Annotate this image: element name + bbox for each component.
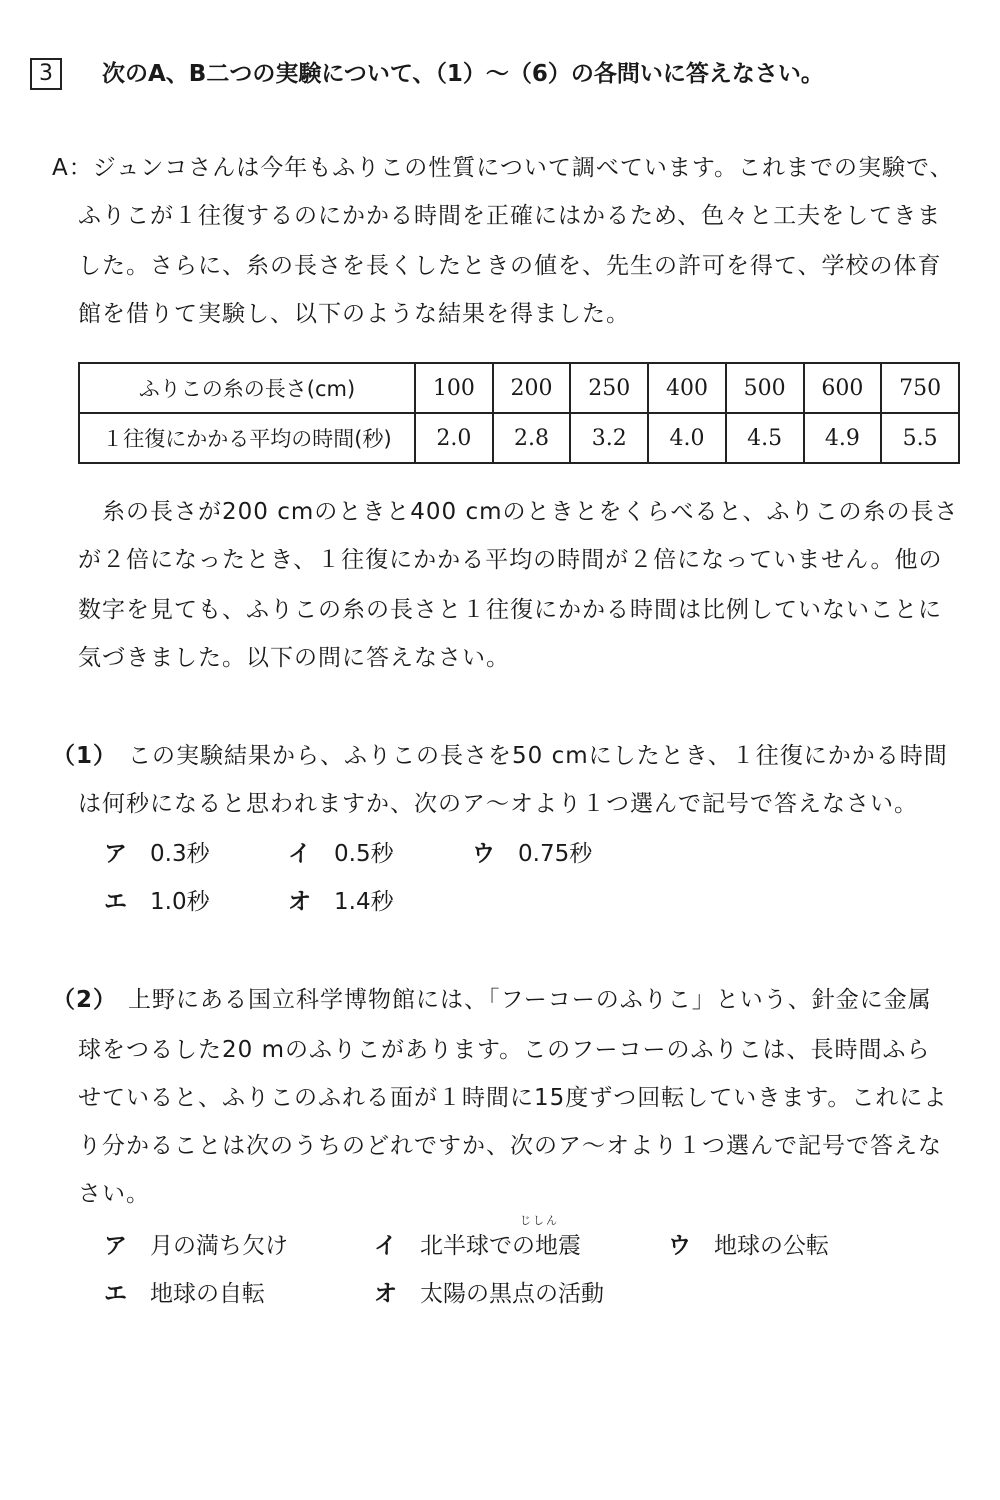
section-a-line-3: した。さらに、糸の長さを長くしたときの値を、先生の許可を得て、学校の体育 — [78, 253, 942, 279]
table-cell: 500 — [726, 363, 804, 413]
question-1-line-1: この実験結果から、ふりこの長さを50 cmにしたとき、１往復にかかる時間 — [128, 743, 948, 769]
option-letter: ウ — [472, 841, 495, 867]
table-row-length — [79, 363, 959, 413]
question-1-label: （1） — [52, 743, 118, 769]
q2-option-i[interactable] — [374, 1230, 581, 1262]
table-cell: 4.9 — [804, 413, 882, 463]
paragraph-2-line-1: 糸の長さが200 cmのときと400 cmのときとをくらべると、ふりこの糸の長さ — [102, 499, 959, 525]
table-cell: 200 — [493, 363, 571, 413]
furigana-jishin: じしん — [520, 1214, 559, 1227]
question-1-line-2: は何秒になると思われますか、次のア～オより１つ選んで記号で答えなさい。 — [78, 791, 918, 817]
option-letter: エ — [104, 1281, 127, 1307]
table-cell: 750 — [881, 363, 959, 413]
option-text: 1.4秒 — [334, 889, 394, 915]
option-letter: オ — [374, 1281, 397, 1307]
q2-option-a[interactable] — [104, 1230, 288, 1262]
section-a-line-4: 館を借りて実験し、以下のような結果を得ました。 — [78, 301, 630, 327]
table-cell: 5.5 — [881, 413, 959, 463]
table-cell: 400 — [648, 363, 726, 413]
q1-option-a[interactable] — [104, 838, 210, 870]
row-label-length: ふりこの糸の長さ(cm) — [79, 363, 415, 413]
table-cell: 100 — [415, 363, 493, 413]
section-a-line-2: ふりこが１往復するのにかかる時間を正確にはかるため、色々と工夫をしてきま — [78, 203, 942, 229]
option-letter: ア — [104, 1233, 127, 1259]
question-2-line-3: せていると、ふりこのふれる面が１時間に15度ずつ回転していきます。これによ — [78, 1085, 948, 1111]
question-2-line-2: 球をつるした20 mのふりこがあります。このフーコーのふりこは、長時間ふら — [78, 1037, 931, 1063]
option-text: 1.0秒 — [150, 889, 210, 915]
section-header: 次のA、B二つの実験について、（1）～（6）の各問いに答えなさい。 — [102, 61, 824, 87]
q2-option-e[interactable] — [104, 1278, 265, 1310]
table-cell: 2.0 — [415, 413, 493, 463]
table-cell: 4.5 — [726, 413, 804, 463]
table-row-time — [79, 413, 959, 463]
option-letter: ウ — [668, 1233, 691, 1259]
paragraph-2-line-2: が２倍になったとき、１往復にかかる平均の時間が２倍になっていません。他の — [78, 547, 943, 573]
q2-option-o[interactable] — [374, 1278, 604, 1310]
q1-option-i[interactable] — [288, 838, 394, 870]
q1-option-e[interactable] — [104, 886, 210, 918]
option-text: 地球の公転 — [714, 1233, 829, 1259]
option-letter: イ — [374, 1233, 397, 1259]
paragraph-2-line-3: 数字を見ても、ふりこの糸の長さと１往復にかかる時間は比例していないことに — [78, 597, 942, 623]
q1-option-o[interactable] — [288, 886, 394, 918]
option-text: 北半球での地震 — [420, 1233, 581, 1259]
section-a-line-1: A：ジュンコさんは今年もふりこの性質について調べています。これまでの実験で、 — [52, 155, 954, 181]
option-letter: イ — [288, 841, 311, 867]
table-cell: 2.8 — [493, 413, 571, 463]
table-cell: 600 — [804, 363, 882, 413]
q2-option-u[interactable] — [668, 1230, 829, 1262]
option-text: 月の満ち欠け — [150, 1233, 288, 1259]
table-cell: 4.0 — [648, 413, 726, 463]
results-table — [78, 362, 960, 464]
question-2-label: （2） — [52, 987, 118, 1013]
option-text: 太陽の黒点の活動 — [420, 1281, 604, 1307]
row-label-time: １往復にかかる平均の時間(秒) — [79, 413, 415, 463]
option-letter: ア — [104, 841, 127, 867]
question-2-line-4: り分かることは次のうちのどれですか、次のア～オより１つ選んで記号で答えな — [78, 1133, 942, 1159]
q1-option-u[interactable] — [472, 838, 592, 870]
question-number-box: 3 — [30, 58, 62, 90]
option-text: 0.5秒 — [334, 841, 394, 867]
table-cell: 3.2 — [570, 413, 648, 463]
option-letter: オ — [288, 889, 311, 915]
question-2-line-1: 上野にある国立科学博物館には、「フーコーのふりこ」という、針金に金属 — [128, 987, 932, 1013]
option-text: 0.3秒 — [150, 841, 210, 867]
option-text: 地球の自転 — [150, 1281, 265, 1307]
question-2-line-5: さい。 — [78, 1181, 150, 1207]
table-cell: 250 — [570, 363, 648, 413]
option-letter: エ — [104, 889, 127, 915]
paragraph-2-line-4: 気づきました。以下の問に答えなさい。 — [78, 645, 510, 671]
option-text: 0.75秒 — [518, 841, 593, 867]
